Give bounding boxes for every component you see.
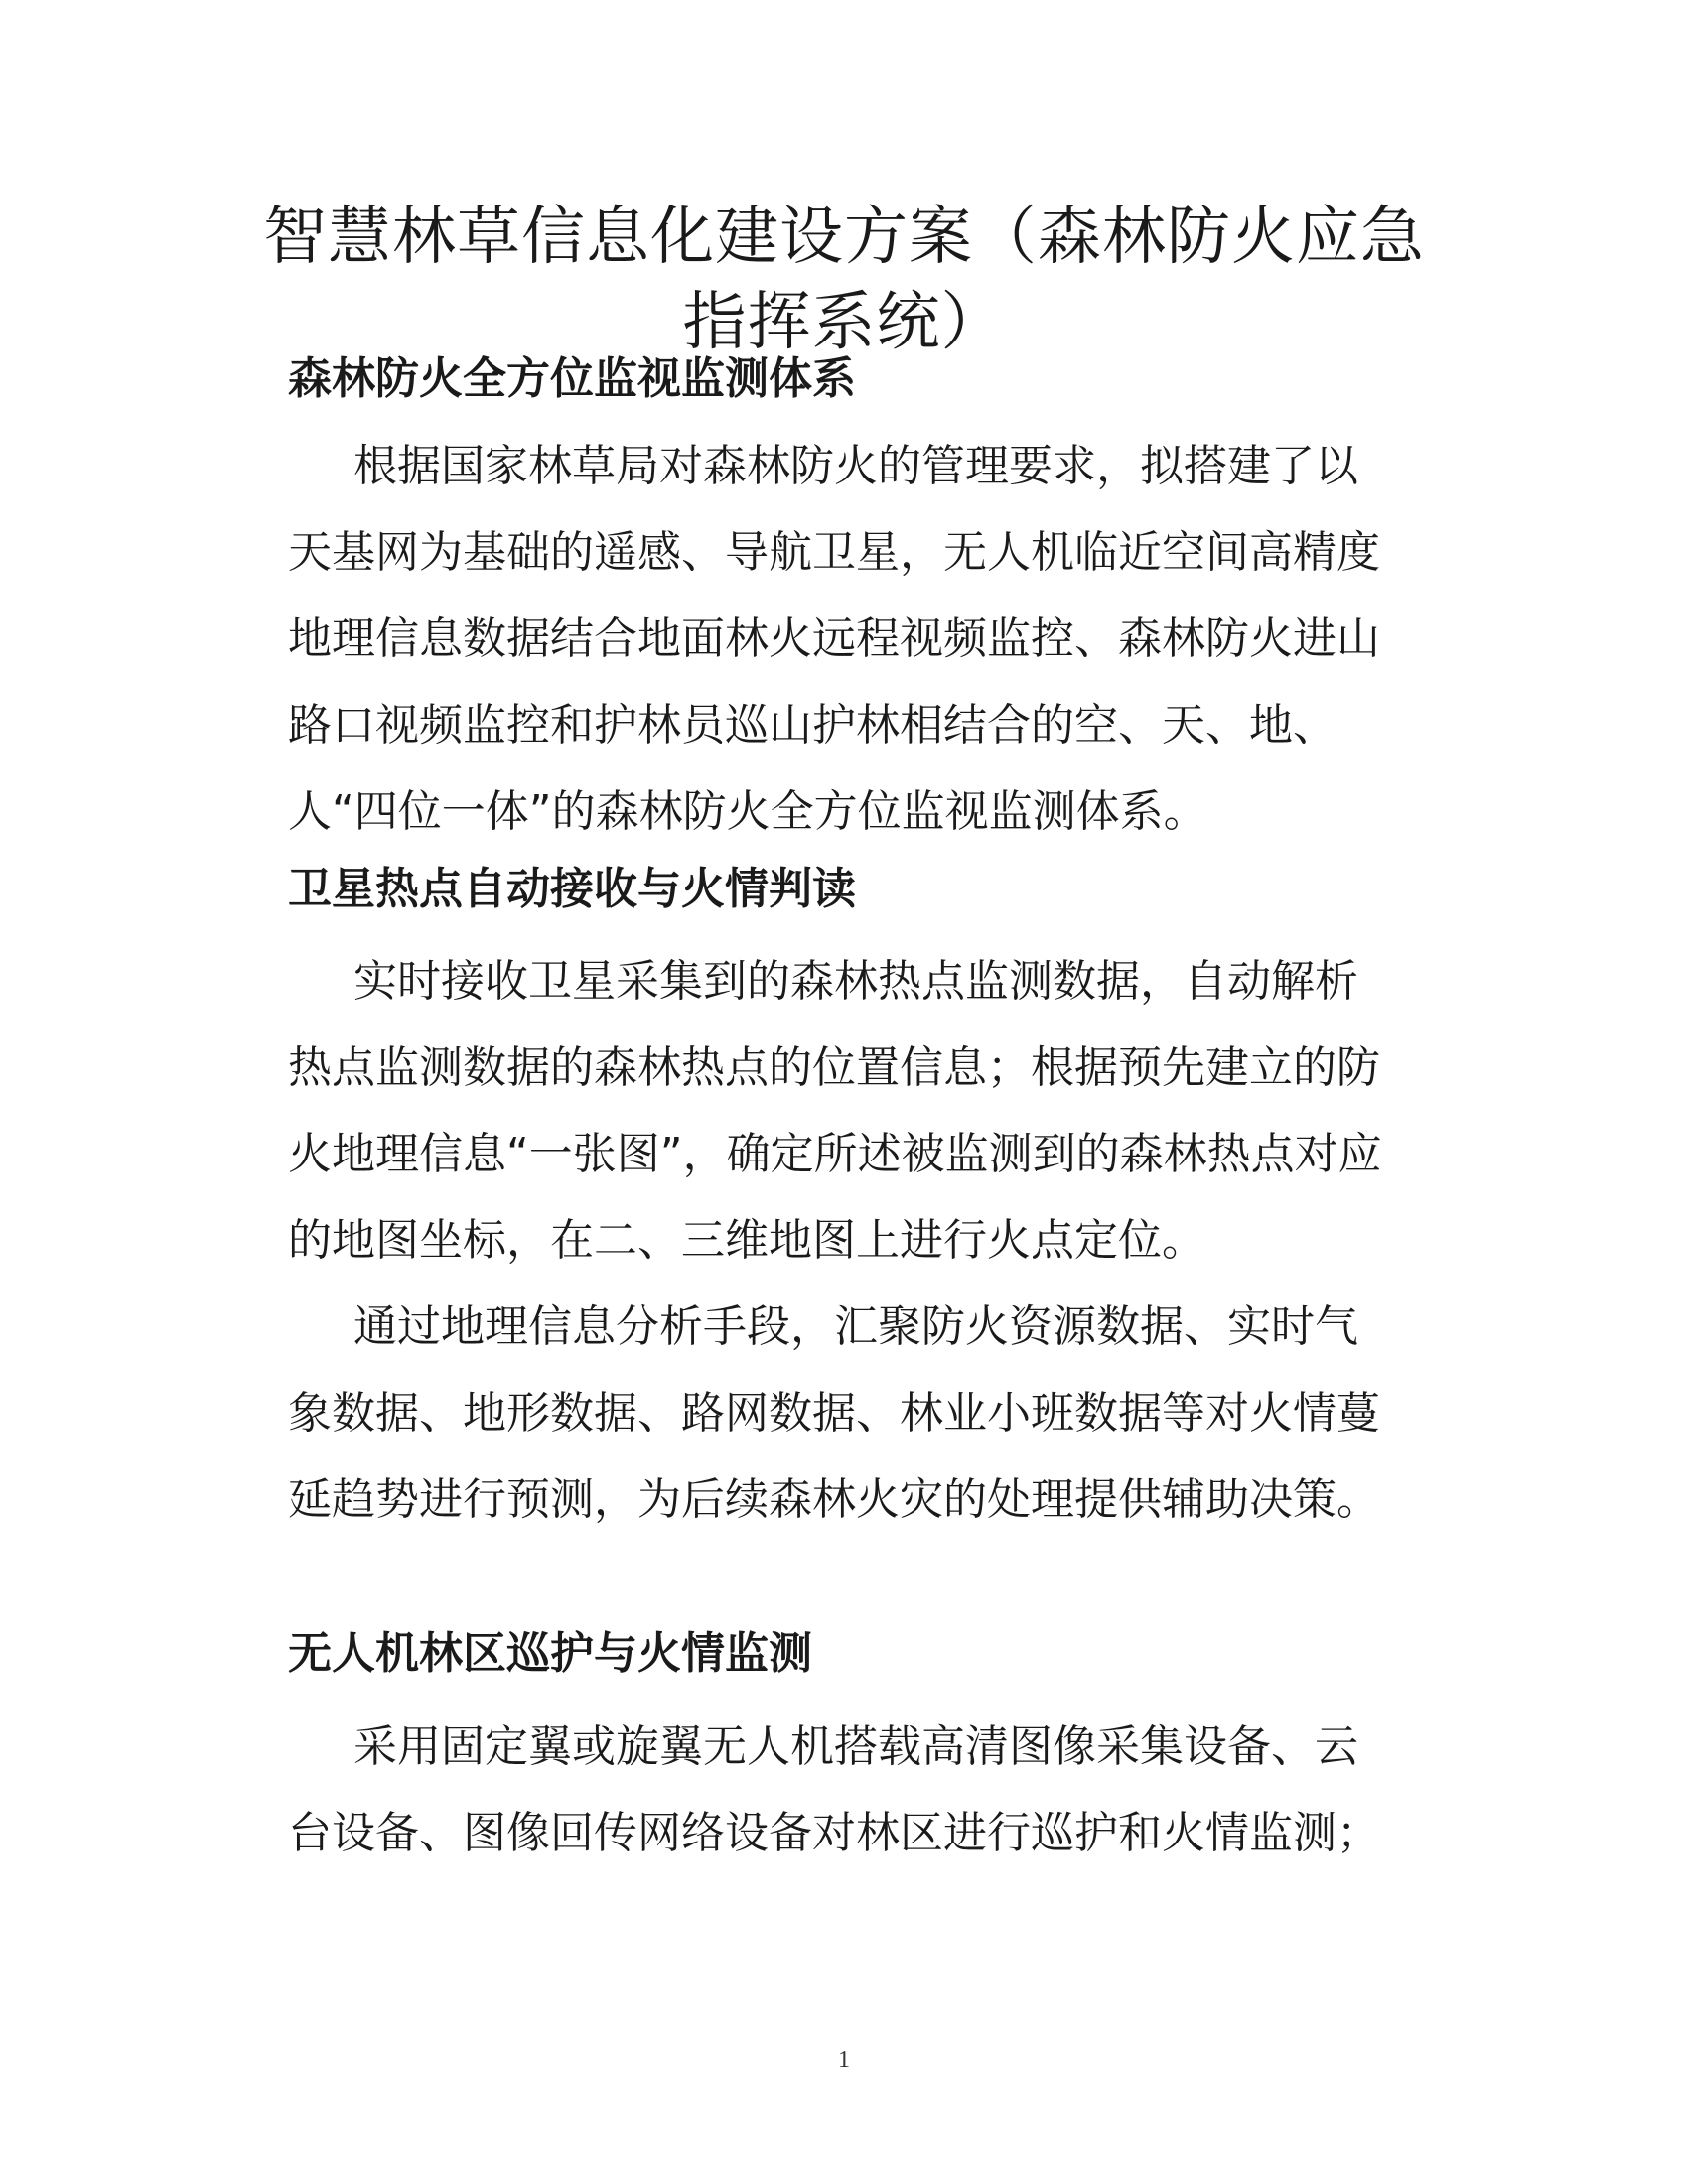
paragraph: 实时接收卫星采集到的森林热点监测数据，自动解析热点监测数据的森林热点的位置信息；根据预先建立的防火地理信息“一张图”，确定所述被监测到的森林热点对应的地图坐标，在二、三维地图上进行火点定位。 bbox=[288, 956, 1382, 1266]
document-title: 智慧林草信息化建设方案（森林防火应急指挥系统） bbox=[263, 201, 1425, 359]
section-heading: 无人机林区巡护与火情监测 bbox=[288, 1628, 812, 1679]
paragraph: 采用固定翼或旋翼无人机搭载高清图像采集设备、云台设备、图像回传网络设备对林区进行巡护和火情监测； bbox=[288, 1721, 1380, 1858]
section-heading: 卫星热点自动接收与火情判读 bbox=[288, 864, 856, 914]
paragraph: 根据国家林草局对森林防火的管理要求，拟搭建了以天基网为基础的遥感、导航卫星，无人机临近空间高精度地理信息数据结合地面林火远程视频监控、森林防火进山路口视频监控和护林员巡山护林相结合的空、天、地、人“四位一体”的森林防火全方位监视监测体系。 bbox=[288, 441, 1380, 837]
page-number: 1 bbox=[838, 2047, 850, 2073]
section-heading: 森林防火全方位监视监测体系 bbox=[288, 353, 856, 404]
paragraph: 通过地理信息分析手段，汇聚防火资源数据、实时气象数据、地形数据、路网数据、林业小班数据等对火情蔓延趋势进行预测，为后续森林火灾的处理提供辅助决策。 bbox=[288, 1301, 1380, 1525]
